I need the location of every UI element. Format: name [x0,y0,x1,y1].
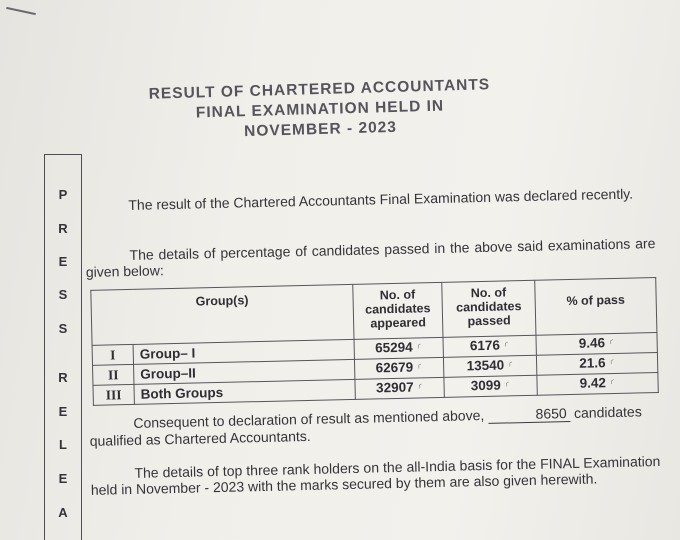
row-group: Group– I [133,339,354,364]
qualified-text-before: Consequent to declaration of result as mentioned above, [133,406,485,431]
document-body [84,175,664,498]
side-letter: A [58,505,68,520]
title-line-1: RESULT OF CHARTERED ACCOUNTANTS [148,76,491,103]
side-letter: S [58,287,68,302]
header-passed: No. of candidates passed [442,280,536,337]
row-passed: 3099 ⸂ [444,375,537,397]
row-appeared: 32907 ⸂ [355,377,444,399]
row-appeared: 62679 ⸂ [354,357,443,379]
check-tick-icon: ⸂ [609,377,616,391]
row-percent: 9.42 ⸂ [537,373,658,396]
paragraph-details-intro: The details of percentage of candidates passed in the above said examinations are given below: [85,235,656,280]
row-passed: 13540 ⸂ [443,355,536,377]
document-title [119,74,521,145]
pen-mark [6,7,36,15]
paragraph-rank-holders: The details of top three rank holders on the all-India basis for the FINAL Examination held in November - 2023 with the marks secured by them are also given herewith. [90,452,661,498]
row-passed: 6176 ⸂ [443,335,536,357]
check-tick-icon: ⸂ [508,360,514,373]
side-letter: E [58,404,68,419]
row-group: Group–II [134,359,355,384]
side-letter: P [58,187,68,202]
side-letter: R [58,221,68,236]
qualified-count: 8650 [488,406,570,424]
side-letter: E [58,471,68,486]
check-tick-icon: ⸂ [417,362,423,375]
paragraph-declaration: The result of the Chartered Accountants Final Examination was declared recently. [128,185,634,213]
row-group: Both Groups [134,379,355,404]
side-letter: E [58,254,68,269]
side-letter: S [58,321,68,336]
check-tick-icon: ⸂ [416,342,423,355]
title-line-3: NOVEMBER - 2023 [243,118,398,141]
row-number: II [93,364,134,385]
paragraph-qualified [89,403,660,449]
check-tick-icon: ⸂ [504,380,511,393]
side-letter: L [59,437,67,452]
row-appeared: 65294 ⸂ [354,337,443,359]
header-appeared: No. of candidates appeared [353,282,443,339]
check-tick-icon: ⸂ [503,340,510,353]
check-tick-icon: ⸂ [417,382,424,395]
check-tick-icon: ⸂ [609,357,616,371]
row-number: I [92,344,133,365]
title-line-2: FINAL EXAMINATION HELD IN [195,97,445,122]
check-tick-icon: ⸂ [608,338,615,351]
row-percent: 21.6 ⸂ [536,353,657,376]
header-percent: % of pass [535,278,657,336]
press-release-strip [44,154,82,540]
row-percent: 9.46 ⸂ [536,333,657,356]
results-table [90,277,658,406]
qualified-text-after: candidates qualified as Chartered Accountants. [89,403,642,449]
header-groups: Group(s) [91,284,354,345]
row-number: III [93,384,134,405]
side-letter: R [58,370,68,385]
